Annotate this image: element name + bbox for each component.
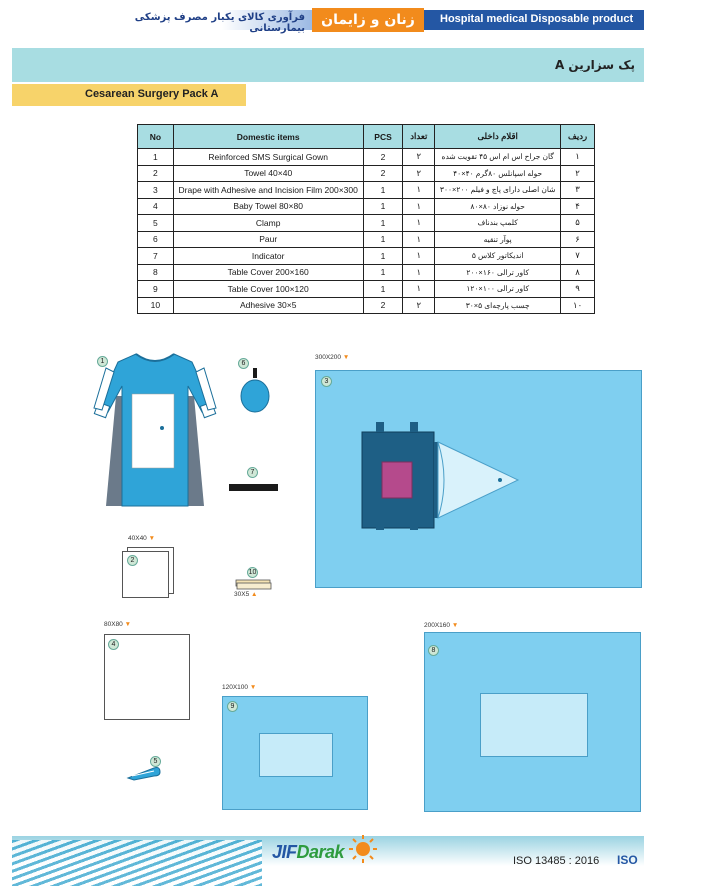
cell-row-fa: ۲	[561, 165, 595, 182]
title-band	[12, 48, 644, 82]
badge-5: 5	[150, 756, 161, 767]
col-header-domestic: Domestic items	[173, 125, 363, 149]
cell-count-fa: ۱	[403, 198, 435, 215]
cell-row-fa: ۵	[561, 215, 595, 232]
cell-no: 7	[138, 248, 174, 265]
cell-no: 3	[138, 182, 174, 199]
cell-domestic-item: Adhesive 30×5	[173, 297, 363, 314]
table-header-row	[138, 125, 595, 149]
cell-pcs: 1	[363, 198, 403, 215]
cell-pcs: 1	[363, 182, 403, 199]
col-header-row-fa: ردیف	[561, 125, 595, 149]
clamp-icon	[124, 762, 164, 782]
cell-pcs: 2	[363, 165, 403, 182]
table-row	[138, 264, 595, 281]
company-logo: JIFDarak	[272, 842, 345, 862]
cell-count-fa: ۱	[403, 264, 435, 281]
indicator-strip	[229, 484, 278, 491]
cell-row-fa: ۱	[561, 149, 595, 166]
cover-large-window	[480, 693, 588, 757]
page-title-fa: پک سزارین A	[554, 58, 635, 72]
cell-item-fa: کاور ترالی ۱۶۰×۲۰۰	[435, 264, 561, 281]
cell-item-fa: حوله نوزاد ۸۰×۸۰	[435, 198, 561, 215]
cell-count-fa: ۱	[403, 231, 435, 248]
badge-4: 4	[108, 639, 119, 650]
cell-row-fa: ۷	[561, 248, 595, 265]
table-row	[138, 165, 595, 182]
cell-row-fa: ۸	[561, 264, 595, 281]
table-row	[138, 215, 595, 232]
baby-towel-size-label: 80X80 ▼	[104, 621, 132, 628]
cell-item-fa: پوآر تنقیه	[435, 231, 561, 248]
badge-9: 9	[227, 701, 238, 712]
cell-no: 10	[138, 297, 174, 314]
cover-small-size-label: 120X100 ▼	[222, 684, 257, 691]
table-cover-small-illustration	[222, 696, 368, 810]
cell-row-fa: ۱۰	[561, 297, 595, 314]
header-subtitle-fa: فرآوری کالای یکبار مصرف پزشکی بیمارستانی	[134, 12, 305, 34]
cell-no: 1	[138, 149, 174, 166]
adhesive-size-label: 30X5 ▲	[234, 591, 258, 598]
cell-count-fa: ۱	[403, 215, 435, 232]
cell-item-fa: کاور ترالی ۱۰۰×۱۲۰	[435, 281, 561, 298]
cell-no: 6	[138, 231, 174, 248]
cell-row-fa: ۹	[561, 281, 595, 298]
table-row	[138, 281, 595, 298]
cell-item-fa: گان جراح اس ام اس ۴۵ تقویت شده	[435, 149, 561, 166]
cell-item-fa: حوله اسپانلس ۸۰گرم ۴۰×۴۰	[435, 165, 561, 182]
table-row	[138, 231, 595, 248]
cell-pcs: 1	[363, 215, 403, 232]
cell-row-fa: ۴	[561, 198, 595, 215]
cell-item-fa: اندیکاتور کلاس ۵	[435, 248, 561, 265]
cell-item-fa: شان اصلی دارای پاچ و فیلم ۲۰۰×۳۰۰	[435, 182, 561, 199]
cover-large-size-label: 200X160 ▼	[424, 622, 459, 629]
col-header-no: No	[138, 125, 174, 149]
badge-8: 8	[428, 645, 439, 656]
cell-count-fa: ۱	[403, 248, 435, 265]
header-category: زنان و زایمان	[312, 8, 424, 32]
cell-count-fa: ۲	[403, 149, 435, 166]
cell-no: 5	[138, 215, 174, 232]
col-header-pcs: PCS	[363, 125, 403, 149]
cell-no: 8	[138, 264, 174, 281]
cell-count-fa: ۲	[403, 165, 435, 182]
adhesive-illustration	[234, 578, 272, 590]
towel-size-label: 40X40 ▼	[128, 535, 156, 542]
cover-small-window	[259, 733, 333, 777]
cell-pcs: 1	[363, 281, 403, 298]
cell-pcs: 2	[363, 297, 403, 314]
badge-6: 6	[238, 358, 249, 369]
cell-row-fa: ۶	[561, 231, 595, 248]
cell-domestic-item: Baby Towel 80×80	[173, 198, 363, 215]
footer-stripe	[12, 840, 262, 886]
cell-no: 4	[138, 198, 174, 215]
items-table	[137, 124, 595, 314]
cell-count-fa: ۱	[403, 182, 435, 199]
cell-pcs: 1	[363, 248, 403, 265]
cell-domestic-item: Paur	[173, 231, 363, 248]
badge-7: 7	[247, 467, 258, 478]
incision-film-illustration	[360, 420, 525, 532]
table-row	[138, 198, 595, 215]
cell-row-fa: ۳	[561, 182, 595, 199]
iso-certification: ISO 13485 : 2016	[513, 855, 600, 867]
iso-logo: ISO	[617, 853, 638, 867]
drape-size-label: 300X200 ▼	[315, 354, 350, 361]
table-row	[138, 149, 595, 166]
cell-no: 9	[138, 281, 174, 298]
cell-count-fa: ۱	[403, 281, 435, 298]
table-row	[138, 248, 595, 265]
page-title-en: Cesarean Surgery Pack A	[85, 88, 219, 100]
badge-10: 10	[248, 569, 257, 576]
cell-pcs: 2	[363, 149, 403, 166]
table-row	[138, 297, 595, 314]
surgical-gown-illustration	[88, 346, 222, 508]
cell-domestic-item: Clamp	[173, 215, 363, 232]
col-header-count-fa: تعداد	[403, 125, 435, 149]
paur-bulb-icon	[238, 366, 274, 416]
cell-domestic-item: Reinforced SMS Surgical Gown	[173, 149, 363, 166]
table-cover-large-illustration	[424, 632, 641, 812]
cell-item-fa: کلمپ بندناف	[435, 215, 561, 232]
cell-domestic-item: Table Cover 100×120	[173, 281, 363, 298]
cell-domestic-item: Towel 40×40	[173, 165, 363, 182]
sun-logo-icon	[346, 834, 380, 864]
cell-domestic-item: Table Cover 200×160	[173, 264, 363, 281]
badge-3: 3	[321, 376, 332, 387]
badge-1: 1	[97, 356, 108, 367]
cell-pcs: 1	[363, 264, 403, 281]
col-header-items-fa: اقلام داخلی	[435, 125, 561, 149]
cell-pcs: 1	[363, 231, 403, 248]
cell-count-fa: ۲	[403, 297, 435, 314]
cell-domestic-item: Drape with Adhesive and Incision Film 200×300	[173, 182, 363, 199]
badge-2: 2	[127, 555, 138, 566]
cell-domestic-item: Indicator	[173, 248, 363, 265]
table-row	[138, 182, 595, 199]
cell-no: 2	[138, 165, 174, 182]
cell-item-fa: چسب پارچه‌ای ۵×۳۰	[435, 297, 561, 314]
header-product-line: Hospital medical Disposable product	[440, 13, 634, 25]
